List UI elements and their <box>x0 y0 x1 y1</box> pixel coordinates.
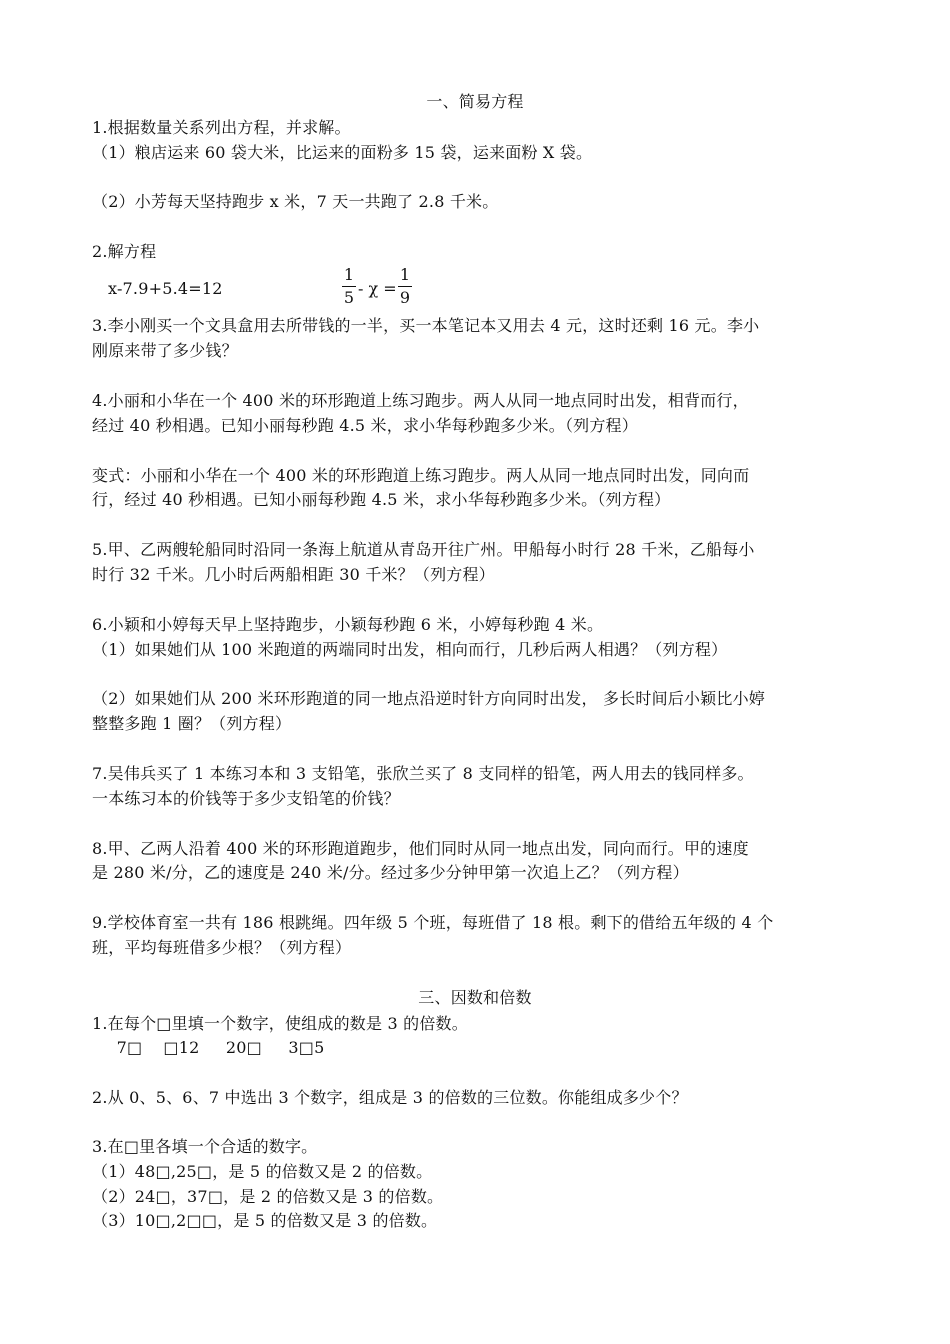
q9-line1: 9.学校体育室一共有 186 根跳绳。四年级 5 个班，每班借了 18 根。剩下的借给五年级的 4 个 <box>92 913 774 932</box>
q9-line2: 班，平均每班借多少根？（列方程） <box>92 938 352 957</box>
q2-equation-1: x-7.9+5.4=12 <box>108 279 223 298</box>
fraction-right-denominator: 9 <box>399 288 411 307</box>
equation-middle: - χ = <box>358 279 397 298</box>
q4-line1: 4.小丽和小华在一个 400 米的环形跑道上练习跑步。两人从同一地点同时出发，相背而行， <box>92 391 749 410</box>
fraction-right-numerator: 1 <box>399 265 411 284</box>
q4-variant-line1: 变式：小丽和小华在一个 400 米的环形跑道上练习跑步。两人从同一地点同时出发，同向而 <box>92 466 750 485</box>
q6-stem: 6.小颖和小婷每天早上坚持跑步，小颖每秒跑 6 米，小婷每秒跑 4 米。 <box>92 615 604 634</box>
f3-part1: （1）48□,25□，是 5 的倍数又是 2 的倍数。 <box>92 1162 433 1181</box>
q4-variant-line2: 行，经过 40 秒相遇。已知小丽每秒跑 4.5 米，求小华每秒跑多少米。（列方程） <box>92 490 671 509</box>
q6-part2-line1: （2）如果她们从 200 米环形跑道的同一地点沿逆时针方向同时出发， 多长时间后小颖比小婷 <box>92 689 765 708</box>
f3-part2: （2）24□，37□，是 2 的倍数又是 3 的倍数。 <box>92 1187 444 1206</box>
q5-line2: 时行 32 千米。几小时后两船相距 30 千米？（列方程） <box>92 565 495 584</box>
section-title-equations: 一、简易方程 <box>426 92 524 111</box>
section-title-factors: 三、因数和倍数 <box>418 988 532 1007</box>
q7-line2: 一本练习本的价钱等于多少支铅笔的价钱？ <box>92 789 400 808</box>
fraction-left-denominator: 5 <box>343 288 355 307</box>
q7-line1: 7.吴伟兵买了 1 本练习本和 3 支铅笔，张欣兰买了 8 支同样的铅笔，两人用去的钱同样多。 <box>92 764 754 783</box>
fraction-left <box>342 266 356 307</box>
q1-part2: （2）小芳每天坚持跑步 x 米，7 天一共跑了 2.8 千米。 <box>92 192 499 211</box>
q3-line1: 3.李小刚买一个文具盒用去所带钱的一半，买一本笔记本又用去 4 元，这时还剩 16 元。李小 <box>92 316 760 335</box>
fraction-right-bar <box>398 286 412 287</box>
q6-part1: （1）如果她们从 100 米跑道的两端同时出发，相向而行，几秒后两人相遇？（列方程） <box>92 640 728 659</box>
q8-line1: 8.甲、乙两人沿着 400 米的环形跑道跑步，他们同时从同一地点出发，同向而行。甲的速度 <box>92 839 749 858</box>
f3-part3: （3）10□,2□□，是 5 的倍数又是 3 的倍数。 <box>92 1211 438 1230</box>
q2-stem: 2.解方程 <box>92 242 157 261</box>
q8-line2: 是 280 米/分，乙的速度是 240 米/分。经过多少分钟甲第一次追上乙？（列方程） <box>92 863 689 882</box>
q6-part2-line2: 整整多跑 1 圈？（列方程） <box>92 714 292 733</box>
f3-stem: 3.在□里各填一个合适的数字。 <box>92 1137 318 1156</box>
f1-stem: 1.在每个□里填一个数字，使组成的数是 3 的倍数。 <box>92 1014 468 1033</box>
fraction-right <box>398 266 412 307</box>
q1-part1: （1）粮店运来 60 袋大米，比运来的面粉多 15 袋，运来面粉 X 袋。 <box>92 143 593 162</box>
q1-stem: 1.根据数量关系列出方程，并求解。 <box>92 118 351 137</box>
fraction-left-bar <box>342 286 356 287</box>
q3-line2: 刚原来带了多少钱？ <box>92 341 238 360</box>
f2-stem: 2.从 0、5、6、7 中选出 3 个数字，组成是 3 的倍数的三位数。你能组成多少个？ <box>92 1088 688 1107</box>
q5-line1: 5.甲、乙两艘轮船同时沿同一条海上航道从青岛开往广州。甲船每小时行 28 千米，乙船每小 <box>92 540 755 559</box>
fraction-left-numerator: 1 <box>343 265 355 284</box>
f1-items: 7□ □12 20□ 3□5 <box>106 1038 325 1057</box>
q4-line2: 经过 40 秒相遇。已知小丽每秒跑 4.5 米，求小华每秒跑多少米。（列方程） <box>92 416 638 435</box>
